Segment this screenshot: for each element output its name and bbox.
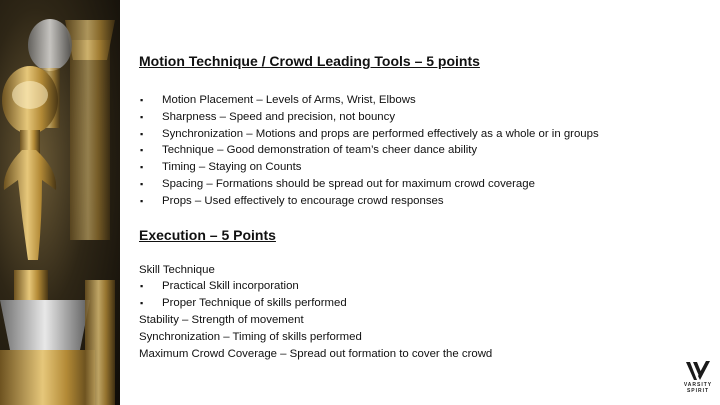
varsity-spirit-logo-icon — [685, 360, 711, 382]
list-item-text: Sharpness – Speed and precision, not bouncy — [162, 110, 396, 123]
bullet-icon: ▪ — [140, 111, 144, 122]
trophy-photo — [0, 0, 120, 405]
crowd-coverage-line: Maximum Crowd Coverage – Spread out formation to cover the crowd — [139, 347, 493, 360]
list-item — [139, 193, 709, 210]
bullet-icon: ▪ — [140, 178, 144, 189]
list-item — [139, 159, 709, 176]
list-item — [139, 109, 709, 126]
execution-block — [139, 262, 709, 363]
bullet-icon: ▪ — [140, 281, 144, 292]
bullet-icon: ▪ — [140, 195, 144, 206]
execution-heading: Execution – 5 Points — [139, 226, 276, 243]
list-item-text: Synchronization – Motions and props are performed effectively as a whole or in groups — [162, 127, 599, 140]
motion-technique-list — [139, 92, 709, 210]
synchronization-line: Synchronization – Timing of skills performed — [139, 330, 362, 343]
list-item-text: Props – Used effectively to encourage crowd responses — [162, 194, 444, 207]
logo-line2: SPIRIT — [686, 388, 710, 394]
trophy-illustration — [0, 0, 120, 405]
bullet-icon: ▪ — [140, 145, 144, 156]
list-item — [139, 295, 709, 312]
bullet-icon: ▪ — [140, 298, 144, 309]
list-item-text: Practical Skill incorporation — [162, 280, 299, 293]
list-item-text: Proper Technique of skills performed — [162, 297, 347, 310]
list-item-text: Timing – Staying on Counts — [162, 161, 302, 174]
bullet-icon: ▪ — [140, 162, 144, 173]
bullet-icon: ▪ — [140, 128, 144, 139]
stability-line: Stability – Strength of movement — [139, 313, 304, 326]
bullet-icon: ▪ — [140, 95, 144, 105]
list-item-text: Motion Placement – Levels of Arms, Wrist, Elbows — [162, 94, 416, 106]
list-item-text: Technique – Good demonstration of team’s cheer dance ability — [162, 144, 478, 157]
list-item — [139, 92, 709, 109]
list-item — [139, 126, 709, 143]
varsity-spirit-logo — [678, 360, 718, 400]
skill-technique-label: Skill Technique — [139, 263, 215, 276]
slide-content — [139, 52, 709, 362]
list-item — [139, 176, 709, 193]
motion-technique-heading: Motion Technique / Crowd Leading Tools – 5 points — [139, 53, 480, 69]
logo-line1: VARSITY — [683, 382, 713, 388]
list-item — [139, 142, 709, 159]
list-item-text: Spacing – Formations should be spread out for maximum crowd coverage — [162, 177, 535, 190]
list-item — [139, 278, 709, 295]
